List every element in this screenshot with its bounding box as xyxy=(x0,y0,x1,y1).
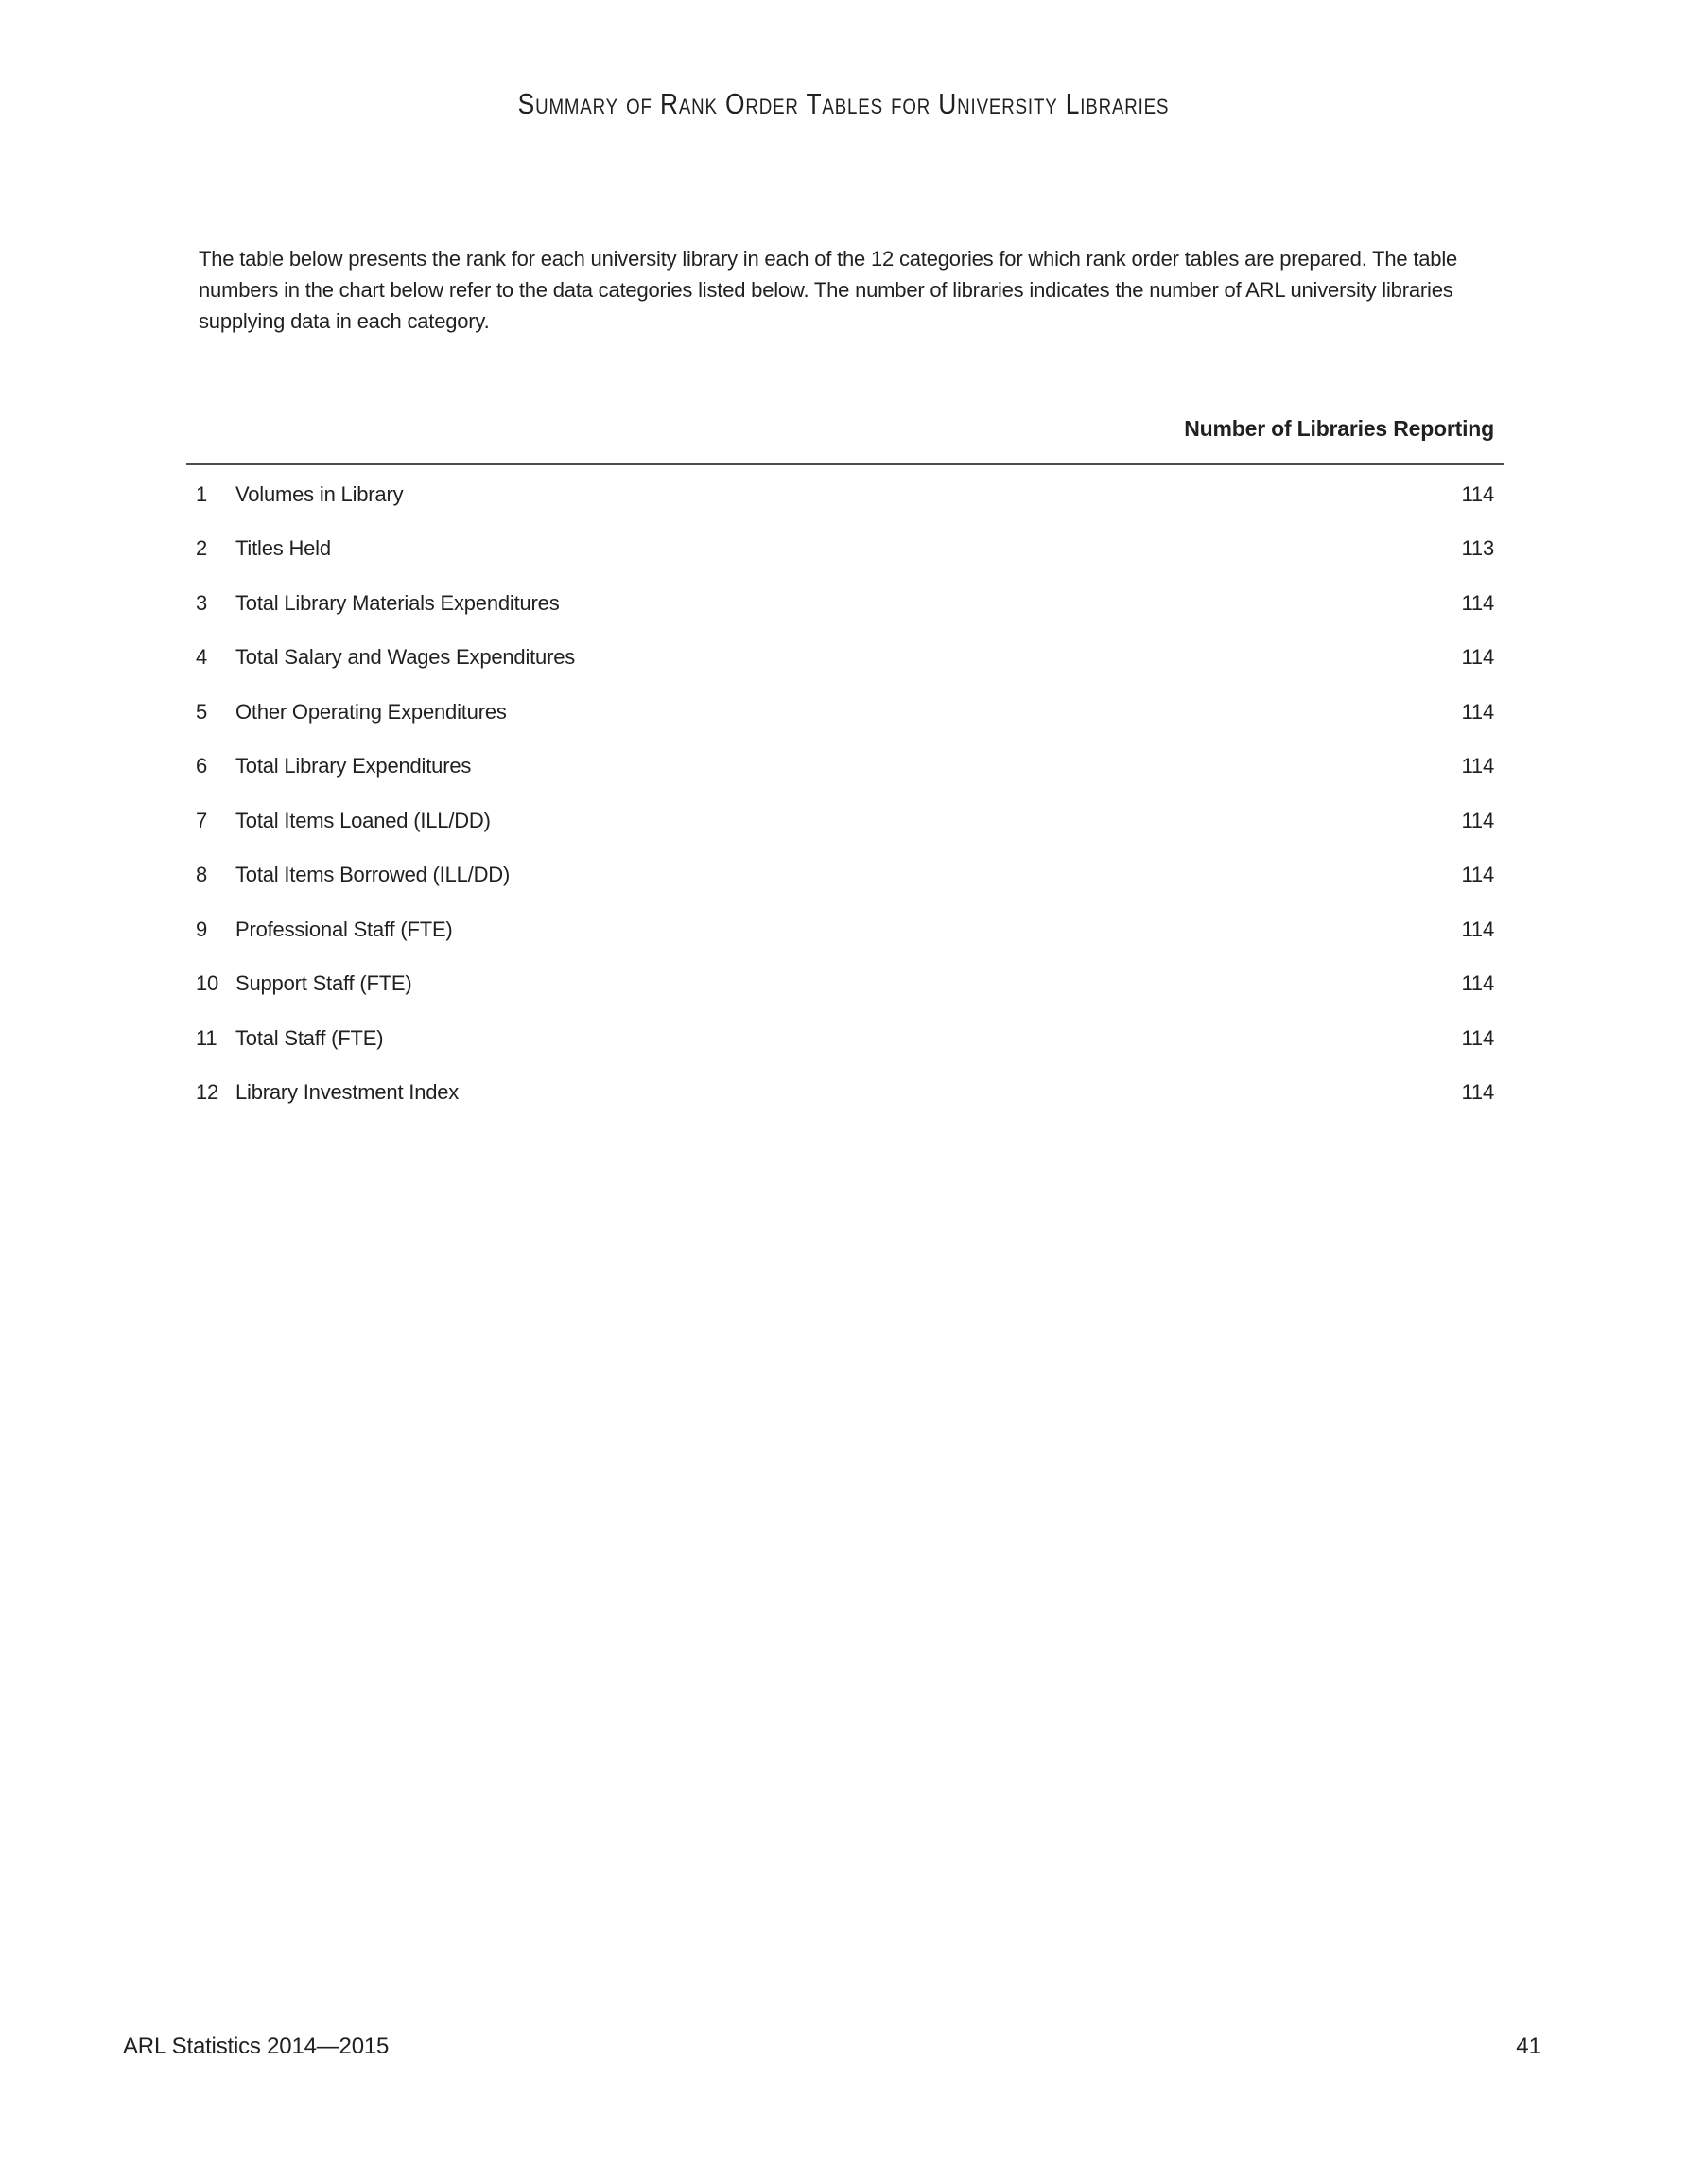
table-row xyxy=(186,848,1504,903)
page-title: Summary of Rank Order Tables for University Libraries xyxy=(517,87,1170,120)
table-header-rule xyxy=(186,463,1504,465)
footer-publication-title: ARL Statistics 2014—2015 xyxy=(123,2034,390,2059)
row-libraries-count: 114 xyxy=(1461,863,1494,887)
row-libraries-count: 114 xyxy=(1461,1080,1494,1105)
row-libraries-count: 114 xyxy=(1461,917,1494,941)
table-row xyxy=(186,631,1504,686)
rank-order-table xyxy=(186,467,1504,1120)
row-number: 3 xyxy=(196,590,208,615)
row-number: 5 xyxy=(196,699,208,724)
row-category-label: Total Library Expenditures xyxy=(235,754,472,778)
table-row xyxy=(186,685,1504,740)
row-libraries-count: 114 xyxy=(1461,590,1494,615)
table-row xyxy=(186,1066,1504,1121)
row-number: 9 xyxy=(196,917,208,941)
table-row xyxy=(186,794,1504,848)
row-number: 11 xyxy=(196,1025,217,1050)
row-number: 8 xyxy=(196,863,208,887)
row-category-label: Total Items Borrowed (ILL/DD) xyxy=(235,863,511,887)
table-row xyxy=(186,740,1504,795)
row-category-label: Professional Staff (FTE) xyxy=(235,917,453,941)
footer-page-number: 41 xyxy=(1516,2034,1541,2059)
table-column-header: Number of Libraries Reporting xyxy=(1184,416,1494,441)
row-libraries-count: 114 xyxy=(1461,1025,1494,1050)
row-number: 7 xyxy=(196,808,208,832)
row-number: 10 xyxy=(196,971,219,996)
row-libraries-count: 114 xyxy=(1461,481,1494,506)
row-number: 6 xyxy=(196,754,208,778)
row-libraries-count: 113 xyxy=(1461,536,1494,561)
row-number: 2 xyxy=(196,536,208,561)
row-number: 12 xyxy=(196,1080,219,1105)
row-category-label: Total Staff (FTE) xyxy=(235,1025,384,1050)
row-libraries-count: 114 xyxy=(1461,699,1494,724)
table-row xyxy=(186,467,1504,522)
row-libraries-count: 114 xyxy=(1461,971,1494,996)
row-category-label: Titles Held xyxy=(235,536,331,561)
row-category-label: Library Investment Index xyxy=(235,1080,460,1105)
row-category-label: Total Items Loaned (ILL/DD) xyxy=(235,808,491,832)
row-number: 4 xyxy=(196,645,208,670)
row-category-label: Total Library Materials Expenditures xyxy=(235,590,560,615)
table-row xyxy=(186,902,1504,957)
row-category-label: Volumes in Library xyxy=(235,481,404,506)
table-row xyxy=(186,1011,1504,1066)
table-row xyxy=(186,957,1504,1012)
row-category-label: Total Salary and Wages Expenditures xyxy=(235,645,576,670)
row-libraries-count: 114 xyxy=(1461,754,1494,778)
table-row xyxy=(186,576,1504,631)
row-number: 1 xyxy=(196,481,208,506)
table-row xyxy=(186,522,1504,577)
row-category-label: Support Staff (FTE) xyxy=(235,971,412,996)
intro-paragraph: The table below presents the rank for each university library in each of the 12 categories for which rank order tables are prepared. The table numbers in the chart below refer to the data categories listed below. The number of libraries indicates the number of ARL university libraries supplying data in each category. xyxy=(199,247,1458,333)
row-libraries-count: 114 xyxy=(1461,808,1494,832)
row-libraries-count: 114 xyxy=(1461,645,1494,670)
row-category-label: Other Operating Expenditures xyxy=(235,699,507,724)
